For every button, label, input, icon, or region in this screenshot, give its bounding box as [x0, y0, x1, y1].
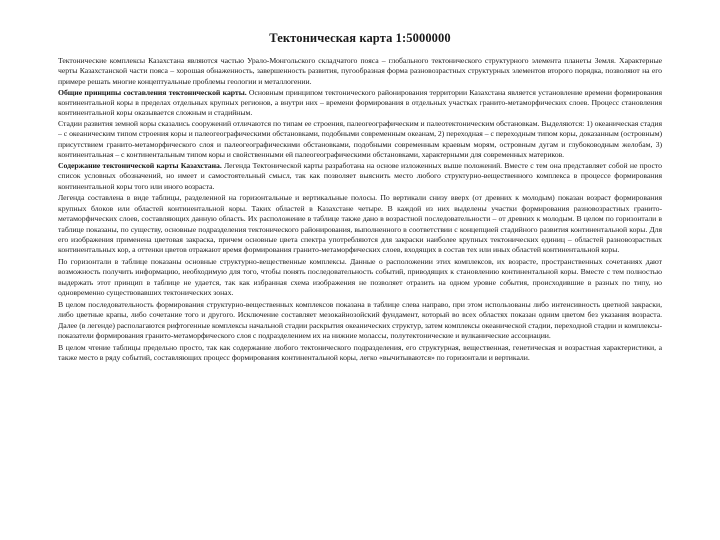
paragraph-intro — [58, 56, 662, 87]
page-title: Тектоническая карта 1:5000000 — [269, 31, 451, 45]
paragraph-stages — [58, 119, 662, 160]
paragraph-horizontal — [58, 257, 662, 298]
paragraph-lead: Общие принципы составления тектонической карты. — [58, 87, 247, 97]
paragraph-content — [58, 161, 662, 192]
document-body — [58, 56, 662, 363]
paragraph-legend — [58, 193, 662, 255]
paragraph-text: Легенда Тектонической карты разработана на основе изложенных выше положений. Вместе с тем она представляет собой не просто список условных обозначений, но имеет и самостоятельный смысл, так как позволяет выяснить место любого структурно-вещественного комплекса в процессе формирования континентальной коры того или иного возраста. — [58, 160, 662, 191]
paragraph-text: В целом последовательность формирования структурно-вещественных комплексов показана в таблице слева направо, при этом использованы либо интенсивность цветной закраски, либо цветные крапы, либо сочетание того и другого. Исключение составляет мезокайнозойский фундамент, который во всех областях показан одним цветом без указания возраста. Далее (в легенде) располагаются рифтогенные комплексы начальной стадии раскрытия океанических структур, затем комплексы океанической стадии, переходной стадии и комплексы-показатели формирования гранито-метаморфического слоя с подразделением их на нижние молассы, полутектонические и вулканические ассоциации. — [58, 299, 662, 340]
document-page — [58, 30, 662, 530]
paragraph-reading — [58, 343, 662, 364]
paragraph-lead: Содержание тектонической карты Казахстана. — [58, 160, 222, 170]
paragraph-text: Легенда составлена в виде таблицы, разделенной на горизонтальные и вертикальные полосы. По вертикали снизу вверх (от древних к молодым) показан возраст формирования крупных блоков или областей континентальной коры. Таких областей в Казахстане четыре. В каждой из них выделены участки формирования разновозрастных гранито-метаморфических слоев, составляющих данную область. Их расположение в таблице также дано в возрастной последовательности – от древних к молодым. В целом по горизонтали в таблице показаны, по существу, основные подразделения тектонического районирования, выполненного в соответствии с концепцией стадийного развития континентальной коры. Для его изображения применена цветовая закраска, причем основные цвета спектра употребляются для закраски наиболее крупных тектонических единиц – областей разновозрастных континентальных кор, а оттенки цветов отражают время формирования гранито-метаморфических слоев, входящих в состав тех или иных областей континентальной коры. — [58, 193, 662, 255]
paragraph-principles — [58, 88, 662, 119]
paragraph-text: Стадии развития земной коры сказались сооружений отличаются по типам ее строения, палеогеографическим и палеотектоническим обстановкам. Выделяются: 1) океаническая стадия – с океаническим типом строения коры и палеогеографическими обстановками, подобными современным океанам, 2) переходная – с переходным типом коры, доказанным (островным) присутствием гранито-метаморфического слоя и палеогеографическими обстановками, подобными современным краевым морям, островным дугам и глубоководным желобам, 3) континентальная – с континентальным типом коры и свойственными ей палеогеографическими обстановками, характерными для современных материков. — [58, 119, 662, 160]
paragraph-text: Тектонические комплексы Казахстана являются частью Урало-Монгольского складчатого пояса – глобального тектонического структурного элемента планеты Земля. Характерные черты Казахстанской части пояса – хорошая обнаженность, завершенность развития, пугообразная форма разновозрастных структурных элементов второго порядка, позволяют на его примере решать многие концептуальные проблемы геологии и металлогении. — [58, 56, 662, 86]
paragraph-text: Основным принципом тектонического районирования территории Казахстана является установление времени формирования континентальной коры в пределах отдельных крупных регионов, а внутри них – времени формирования в отдельных участках гранито-метаморфических слоев. Процесс становления континентальной коры оказывается сложным и стадийным. — [58, 87, 662, 118]
paragraph-text: В целом чтение таблицы предельно просто, так как содержание любого тектонического подразделения, его структурная, вещественная, генетическая и возрастная характеристики, а также место в ряду событий, составляющих процесс формирования континентальной коры, легко «вычитываются» по горизонтали и вертикали. — [58, 342, 662, 363]
paragraph-sequence — [58, 300, 662, 341]
paragraph-text: По горизонтали в таблице показаны основные структурно-вещественные комплексы. Данные о расположении этих комплексов, их возрасте, пространственных сочетаниях дают возможность получить информацию, необходимую для того, чтобы понять последовательность событий, приводящих к становлению континентальной коры. Вместе с тем полностью выдержать этот принцип в таблице не удается, так как избранная схема изображения не позволяет отразить на одном уровне события, происходившие в разных по типу, но одновременно существовавших тектонических зонах. — [58, 257, 662, 298]
